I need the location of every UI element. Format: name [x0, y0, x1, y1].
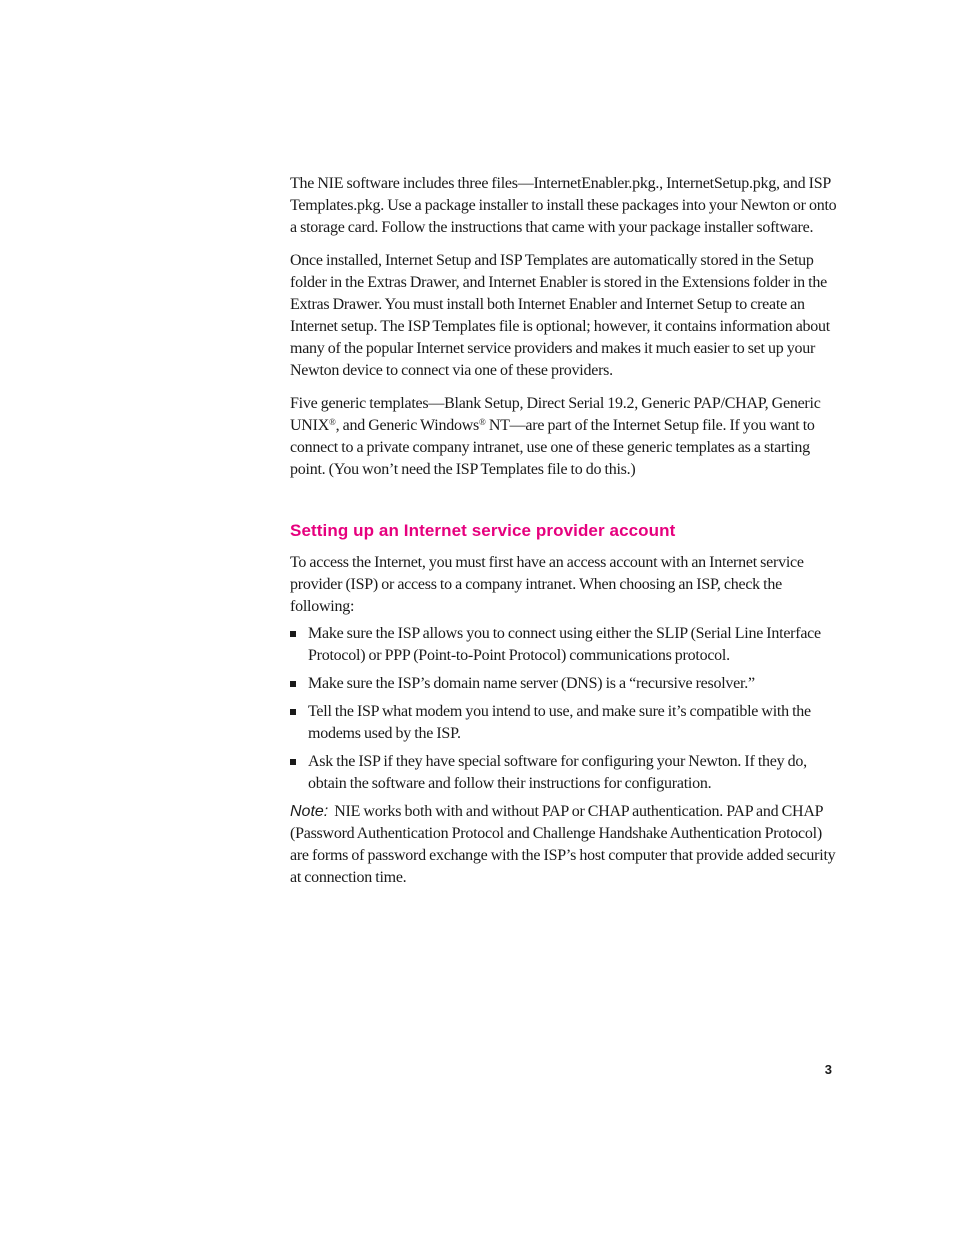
list-item-text: Ask the ISP if they have special software for configuring your Newton. If they do, obtain the software and follow their instructions for configuration.	[308, 753, 807, 792]
square-bullet-icon	[290, 681, 296, 687]
list-item	[290, 701, 838, 745]
generic-templates-text-2: , and Generic Windows	[335, 417, 479, 434]
list-item	[290, 673, 838, 695]
paragraph-installation: Once installed, Internet Setup and ISP Templates are automatically stored in the Setup folder in the Extras Drawer, and Internet Enabler is stored in the Extensions folder in the Extras Drawer. You must install both Internet Enabler and Internet Setup to create an Internet setup. The ISP Templates file is optional; however, it contains information about many of the popular Internet service providers and makes it much easier to set up your Newton device to connect via one of these providers.	[290, 252, 830, 379]
list-item-text: Make sure the ISP’s domain name server (DNS) is a “recursive resolver.”	[308, 675, 755, 692]
list-item	[290, 751, 838, 795]
note-text: NIE works both with and without PAP or CHAP authentication. PAP and CHAP (Password Authentication Protocol and Challenge Handshake Authentication Protocol) are forms of password exchange with the ISP’s host computer that provide added security at connection time.	[290, 803, 836, 886]
paragraph-generic-templates	[290, 393, 838, 481]
list-item-text: Make sure the ISP allows you to connect using either the SLIP (Serial Line Interface Protocol) or PPP (Point-to-Point Protocol) communications protocol.	[308, 625, 821, 664]
list-item-text: Tell the ISP what modem you intend to use, and make sure it’s compatible with the modems used by the ISP.	[308, 703, 811, 742]
generic-templates-text-1: Five generic templates—Blank Setup, Direct Serial 19.2, Generic PAP/CHAP, Generic UNIX	[290, 395, 821, 434]
registered-mark: ®	[478, 417, 486, 427]
square-bullet-icon	[290, 759, 296, 765]
checklist	[290, 623, 838, 795]
list-item	[290, 623, 838, 667]
registered-mark: ®	[329, 417, 336, 427]
section-heading: Setting up an Internet service provider account	[290, 521, 676, 540]
generic-templates-text-3: NT—are part of the Internet Setup file. If you want to connect to a private company intranet, use one of these generic templates as a starting point. (You won’t need the ISP Templates file to do this.)	[290, 417, 815, 478]
note-paragraph	[290, 801, 838, 889]
paragraph-files: The NIE software includes three files—InternetEnabler.pkg., InternetSetup.pkg, and ISP Templates.pkg. Use a package installer to install these packages into your Newton or onto a storage card. Follow the instructions that came with your package installer software.	[290, 175, 837, 236]
page-number: 3	[824, 1062, 832, 1077]
body-content	[290, 173, 838, 900]
square-bullet-icon	[290, 709, 296, 715]
square-bullet-icon	[290, 631, 296, 637]
paragraph-isp-intro: To access the Internet, you must first have an access account with an Internet service provider (ISP) or access to a company intranet. When choosing an ISP, check the following:	[290, 554, 804, 615]
note-label: Note:	[290, 803, 329, 820]
